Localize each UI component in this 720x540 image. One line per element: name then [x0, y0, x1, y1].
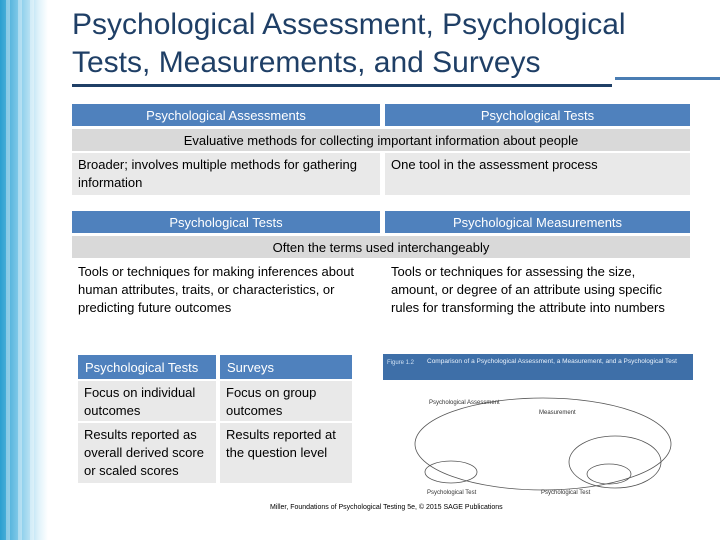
figure-diagram	[383, 380, 693, 498]
citation: Miller, Foundations of Psychological Testing 5e, © 2015 SAGE Publications	[270, 504, 503, 511]
table1-cell-tests: One tool in the assessment process	[385, 153, 690, 195]
table2-header-row	[72, 211, 690, 233]
figure-label: Figure 1.2	[387, 360, 415, 366]
table1-header-assessments: Psychological Assessments	[72, 104, 380, 126]
table2-cell-measurements: Tools or techniques for assessing the size, amount, or degree of an attribute using specific rules for transforming the attribute into numbers	[385, 260, 690, 338]
test-label-right: Psychological Test	[541, 490, 591, 496]
sidebar-stripe	[18, 0, 22, 540]
table3-header-row	[78, 355, 352, 379]
measurement-ellipse	[569, 436, 661, 488]
table3-row	[78, 423, 352, 483]
title-underline	[72, 84, 612, 87]
table2-header-tests: Psychological Tests	[72, 211, 380, 233]
table3-cell-tests: Focus on individual outcomes	[78, 381, 216, 421]
figure-title: Comparison of a Psychological Assessment, a Measurement, and a Psychological Test	[427, 358, 677, 365]
table1-header-row	[72, 104, 690, 126]
table3-header-tests: Psychological Tests	[78, 355, 216, 379]
comparison-figure	[383, 354, 693, 498]
table3-row	[78, 381, 352, 421]
table3-header-surveys: Surveys	[220, 355, 352, 379]
assessment-label: Psychological Assessment	[429, 400, 500, 406]
table2-cell-tests: Tools or techniques for making inferences about human attributes, traits, or characteristics, or predicting future outcomes	[72, 260, 380, 338]
table1-shared-row: Evaluative methods for collecting important information about people	[72, 129, 690, 151]
test-ellipse-right	[587, 464, 631, 484]
sidebar-stripe	[6, 0, 10, 540]
slide-title: Psychological Assessment, Psychological Tests, Measurements, and Surveys	[72, 8, 626, 79]
table1-body-row	[72, 153, 690, 195]
decorative-sidebar	[0, 0, 48, 540]
test-ellipse-left	[425, 461, 477, 483]
table3-cell-surveys: Results reported at the question level	[220, 423, 352, 483]
table3-cell-surveys: Focus on group outcomes	[220, 381, 352, 421]
table2-body-row	[72, 260, 690, 338]
measurement-label: Measurement	[539, 410, 576, 416]
test-label-left: Psychological Test	[427, 490, 477, 496]
table2-header-measurements: Psychological Measurements	[385, 211, 690, 233]
table1-cell-assessments: Broader; involves multiple methods for gathering information	[72, 153, 380, 195]
table1-header-tests: Psychological Tests	[385, 104, 690, 126]
table2-shared-row: Often the terms used interchangeably	[72, 236, 690, 258]
table3-cell-tests: Results reported as overall derived score or scaled scores	[78, 423, 216, 483]
sidebar-stripe	[30, 0, 34, 540]
title-accent-line	[615, 77, 720, 80]
